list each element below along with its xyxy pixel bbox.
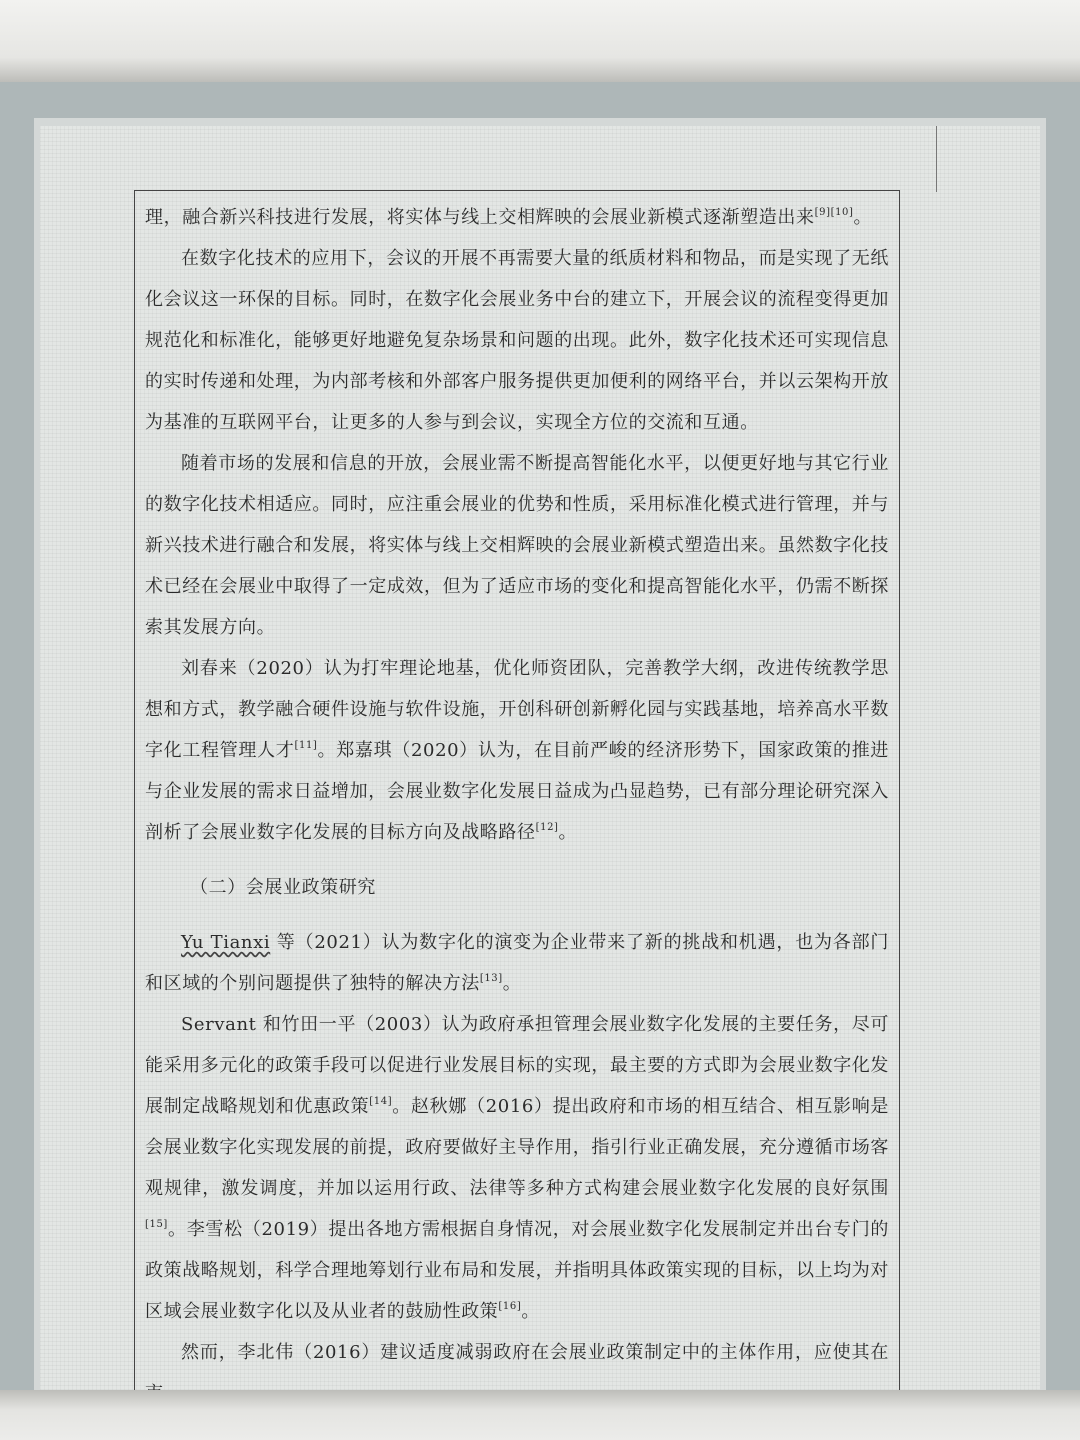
paragraph-text: 。郑嘉琪（2020）认为，在目前严峻的经济形势下，国家政策的推进与企业发展的需求日益增加，会展业数字化发展日益成为凸显趋势，已有部分理论研究深入剖析了会展业数字化发展的目标方向及战略路径 xyxy=(145,740,889,843)
paragraph-text: （二）会展业政策研究 xyxy=(190,877,376,898)
paragraph-text: 。 xyxy=(502,973,522,994)
paragraph-text: 随着市场的发展和信息的开放，会展业需不断提高智能化水平，以便更好地与其它行业的数字化技术相适应。同时，应注重会展业的优势和性质，采用标准化模式进行管理，并与新兴技术进行融合和发展，将实体与线上交相辉映的会展业新模式塑造出来。虽然数字化技术已经在会展业中取得了一定成效，但为了适应市场的变化和提高智能化水平，仍需不断探索其发展方向。 xyxy=(145,453,889,638)
paragraph-text: 等（2021）认为数字化的演变为企业带来了新的挑战和机遇，也为各部门和区域的个别问题提供了独特的解决方法 xyxy=(145,932,889,994)
crop-mark xyxy=(936,126,937,192)
monitor-bezel-bottom xyxy=(0,1390,1080,1440)
paragraph xyxy=(145,443,889,648)
citation-ref: [12] xyxy=(535,822,559,833)
text-frame xyxy=(134,190,900,1390)
section-heading xyxy=(145,867,889,908)
paragraph-text: 。 xyxy=(558,822,578,843)
citation-ref: [9][10] xyxy=(814,207,854,218)
paragraph-text: 理，融合新兴科技进行发展，将实体与线上交相辉映的会展业新模式逐渐塑造出来 xyxy=(145,207,815,228)
paragraph xyxy=(145,238,889,443)
paragraph-text: 然而，李北伟（2016）建议适度减弱政府在会展业政策制定中的主体作用，应使其在 xyxy=(181,1342,889,1363)
paragraph xyxy=(145,922,889,1004)
paragraph-text: Servant 和竹田一平（2003）认为政府承担管理会展业数字化发展的主要任务，尽可能采用多元化的政策手段可以促进行业发展目标的实现，最主要的方式即为会展业数字化发展制定战略规划和优惠政策 xyxy=(145,1014,889,1117)
citation-ref: [16] xyxy=(498,1301,522,1312)
author-name: Yu Tianxi xyxy=(181,932,271,953)
citation-ref: [13] xyxy=(479,973,503,984)
paragraph-text: 。李雪松（2019）提出各地方需根据自身情况，对会展业数字化发展制定并出台专门的政策战略规划，科学合理地筹划行业布局和发展，并指明具体政策实现的目标，以上均为对区域会展业数字化以及从业者的鼓励性政策 xyxy=(145,1219,889,1322)
citation-ref: [14] xyxy=(369,1096,393,1107)
citation-ref: [11] xyxy=(294,740,318,751)
paragraph xyxy=(145,648,889,853)
paragraph-text: 。 xyxy=(853,207,873,228)
paragraph-text: 。 xyxy=(521,1301,540,1322)
paragraph xyxy=(145,197,889,238)
monitor-bezel-top xyxy=(0,0,1080,82)
document-body xyxy=(145,197,889,1414)
paragraph-text: 。赵秋娜（2016）提出政府和市场的相互结合、相互影响是会展业数字化实现发展的前提，政府要做好主导作用，指引行业正确发展，充分遵循市场客观规律，激发调度，并加以运用行政、法律等多种方式构建会展业数字化发展的良好氛围 xyxy=(145,1096,890,1199)
paragraph-text: 在数字化技术的应用下，会议的开展不再需要大量的纸质材料和物品，而是实现了无纸化会议这一环保的目标。同时，在数字化会展业务中台的建立下，开展会议的流程变得更加规范化和标准化，能够更好地避免复杂场景和问题的出现。此外，数字化技术还可实现信息的实时传递和处理，为内部考核和外部客户服务提供更加便利的网络平台，并以云架构开放为基准的互联网平台，让更多的人参与到会议，实现全方位的交流和互通。 xyxy=(145,248,889,433)
citation-ref: [15] xyxy=(145,1219,168,1230)
paragraph xyxy=(145,1004,889,1332)
paragraph-text: 刘春来（2020）认为打牢理论地基，优化师资团队，完善教学大纲，改进传统教学思想和方式，教学融合硬件设施与软件设施，开创科研创新孵化园与实践基地，培养高水平数字化工程管理人才 xyxy=(145,658,889,761)
